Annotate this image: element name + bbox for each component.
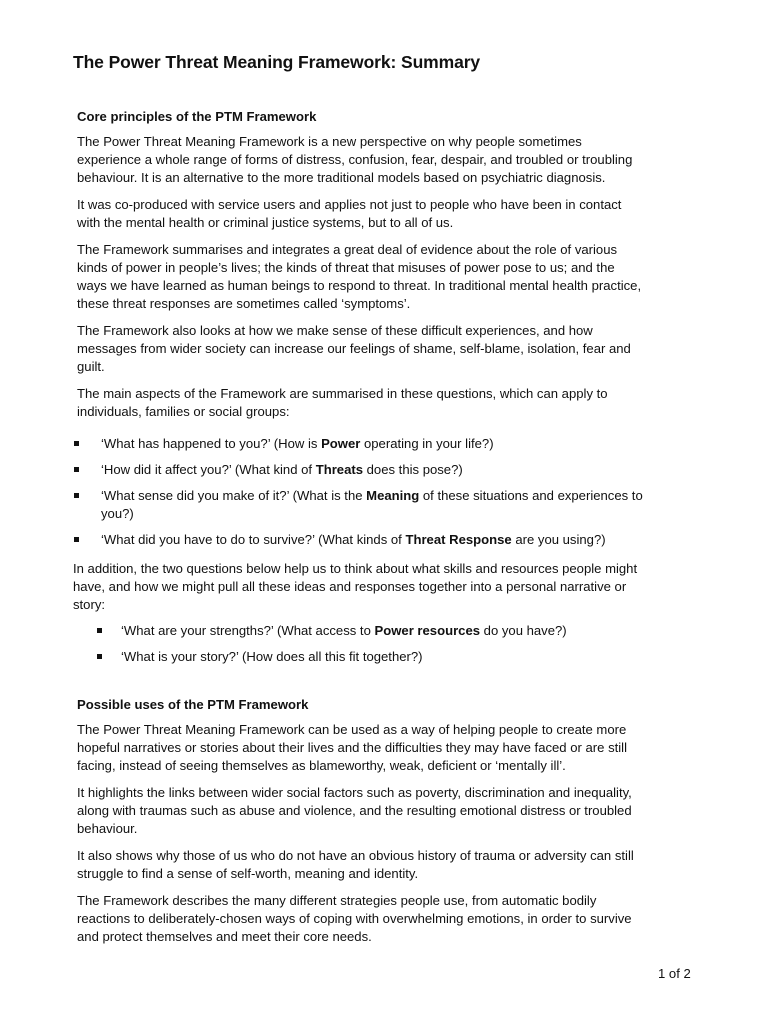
text-line: hopeful narratives or stories about their lives and the difficulties they may have faced or are still	[77, 740, 627, 755]
question-item: ‘What has happened to you?’ (How is Power operating in your life?)	[77, 435, 697, 453]
paragraph-evidence	[77, 241, 697, 313]
page-number: 1 of 2	[658, 966, 691, 981]
text-line: The main aspects of the Framework are summarised in these questions, which can apply to	[77, 386, 608, 401]
text-line: In addition, the two questions below help us to think about what skills and resources people might	[73, 561, 638, 576]
text-line: The Framework also looks at how we make sense of these difficult experiences, and how	[77, 323, 593, 338]
text-line: It was co-produced with service users and applies not just to people who have been in contact	[77, 197, 622, 212]
text-line: ways we have learned as human beings to respond to threat. In traditional mental health practice,	[77, 278, 642, 293]
text-line: individuals, families or social groups:	[77, 404, 290, 419]
text-line: messages from wider society can increase our feelings of shame, self-blame, isolation, fear and	[77, 341, 631, 356]
text-line: behaviour.	[77, 821, 138, 836]
paragraph-co-produced	[77, 196, 697, 232]
paragraph-meaning	[77, 322, 697, 376]
text-line: kinds of power in people’s lives; the kinds of threat that misuses of power pose to us; and the	[77, 260, 615, 275]
question-item: ‘What sense did you make of it?’ (What is the Meaning of these situations and experiences to you?)	[77, 487, 697, 523]
paragraph-main-aspects	[77, 385, 697, 421]
text-line: It also shows why those of us who do not have an obvious history of trauma or adversity can still	[77, 848, 634, 863]
question-item: ‘How did it affect you?’ (What kind of Threats does this pose?)	[77, 461, 697, 479]
text-line: struggle to find a sense of self-worth, meaning and identity.	[77, 866, 419, 881]
text-line: with the mental health or criminal justice systems, but to all of us.	[77, 215, 454, 230]
section-heading-core-principles: Core principles of the PTM Framework	[77, 109, 317, 124]
text-line: along with traumas such as abuse and violence, and the resulting emotional distress or troubled	[77, 803, 632, 818]
text-line: and protect themselves and meet their core needs.	[77, 929, 372, 944]
question-item: ‘What did you have to do to survive?’ (What kinds of Threat Response are you using?)	[77, 531, 697, 549]
text-line: It highlights the links between wider social factors such as poverty, discrimination and inequality,	[77, 785, 632, 800]
paragraph-hopeful-narratives	[77, 721, 697, 775]
text-line: guilt.	[77, 359, 105, 374]
questions-list	[77, 435, 697, 549]
question-item: ‘What is your story?’ (How does all this fit together?)	[77, 648, 697, 666]
document-body	[73, 108, 697, 955]
text-line: story:	[73, 597, 106, 612]
text-line: reactions to deliberately-chosen ways of coping with overwhelming emotions, in order to survive	[77, 911, 632, 926]
text-line: The Framework describes the many different strategies people use, from automatic bodily	[77, 893, 597, 908]
paragraph-self-worth	[77, 847, 697, 883]
additional-questions-list	[77, 622, 697, 666]
text-line: behaviour. It is an alternative to the more traditional models based on psychiatric diagnosis.	[77, 170, 606, 185]
text-line: experience a whole range of forms of distress, confusion, fear, despair, and troubled or troubling	[77, 152, 633, 167]
text-line: have, and how we might pull all these ideas and responses together into a personal narrative or	[73, 579, 627, 594]
text-line: The Power Threat Meaning Framework can be used as a way of helping people to create more	[77, 722, 627, 737]
paragraph-strategies	[77, 892, 697, 946]
section-heading-possible-uses: Possible uses of the PTM Framework	[77, 697, 309, 712]
text-line: The Framework summarises and integrates a great deal of evidence about the role of various	[77, 242, 618, 257]
document-title: The Power Threat Meaning Framework: Summary	[73, 52, 481, 72]
paragraph-intro	[77, 133, 697, 187]
text-line: these threat responses are sometimes called ‘symptoms’.	[77, 296, 411, 311]
paragraph-social-factors	[77, 784, 697, 838]
question-item: ‘What are your strengths?’ (What access to Power resources do you have?)	[77, 622, 697, 640]
text-line: The Power Threat Meaning Framework is a new perspective on why people sometimes	[77, 134, 582, 149]
text-line: facing, instead of seeing themselves as blameworthy, weak, deficient or ‘mentally ill’.	[77, 758, 566, 773]
paragraph-in-addition	[73, 560, 697, 614]
